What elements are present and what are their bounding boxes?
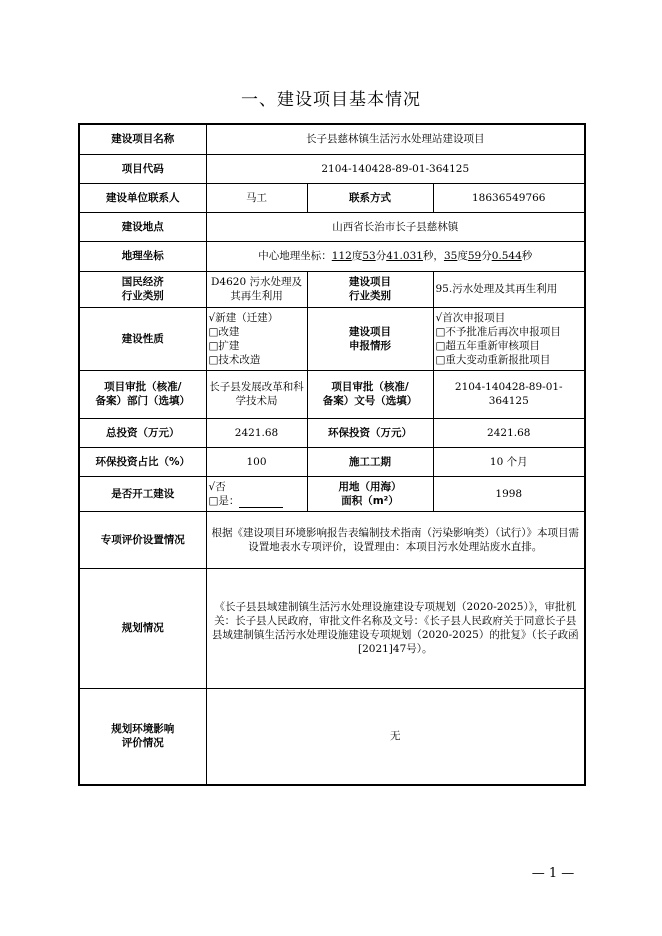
row-planning-env — [79, 688, 585, 785]
value-approval-no: 2104-140428-89-01-364125 — [433, 370, 585, 418]
label-land-area-line2: 面积（m²） — [341, 494, 399, 507]
declare-option-major-change[interactable]: □重大变动重新报批项目 — [435, 353, 551, 366]
min-unit: 分 — [375, 250, 387, 262]
value-approval-dept: 长子县发展改革和科学技术局 — [206, 370, 307, 418]
page-title: 一、建设项目基本情况 — [241, 90, 421, 110]
label-industry-line2: 行业类别 — [121, 290, 164, 302]
label-construction-period: 施工工期 — [307, 447, 433, 476]
nature-option-tech[interactable]: □技术改造 — [208, 353, 261, 366]
value-land-area: 1998 — [433, 476, 585, 511]
row-project-code — [79, 154, 585, 183]
label-project-industry — [307, 271, 433, 307]
label-approval-dept-line1: 项目审批（核准/ — [104, 381, 182, 393]
started-options — [206, 476, 307, 511]
sec-unit-2: 秒 — [521, 250, 533, 262]
row-investment — [79, 418, 585, 447]
label-industry-line1: 国民经济 — [121, 276, 164, 288]
value-industry: D4620 污水处理及其再生利用 — [206, 271, 307, 307]
label-planning: 规划情况 — [79, 568, 206, 688]
lat-min: 59 — [467, 250, 482, 262]
row-contact — [79, 183, 585, 212]
label-project-name: 建设项目名称 — [79, 124, 206, 154]
label-land-area-line1: 用地（用海） — [338, 480, 402, 493]
label-land-area — [307, 476, 433, 511]
label-nature: 建设性质 — [79, 307, 206, 370]
value-project-name: 长子县慈林镇生活污水处理站建设项目 — [206, 124, 585, 154]
row-ratio — [79, 447, 585, 476]
label-coords: 地理坐标 — [79, 241, 206, 271]
value-special: 根据《建设项目环境影响报告表编制技术指南（污染影响类）（试行）》本项目需设置地表水专项评价，设置理由：本项目污水处理站废水直排。 — [206, 511, 585, 568]
label-approval-dept — [79, 370, 206, 418]
label-industry — [79, 271, 206, 307]
label-special: 专项评价设置情况 — [79, 511, 206, 568]
value-env-ratio: 100 — [206, 447, 307, 476]
started-option-yes-label: □是： — [208, 494, 240, 507]
page-number: — 1 — — [531, 866, 575, 881]
row-approval — [79, 370, 585, 418]
nature-option-expand[interactable]: □扩建 — [208, 339, 240, 352]
started-option-no[interactable]: √否 — [208, 480, 226, 493]
lon-deg: 112 — [331, 250, 352, 262]
label-approval-no — [307, 370, 433, 418]
label-declare-line2: 申报情形 — [349, 339, 391, 352]
label-started: 是否开工建设 — [79, 476, 206, 511]
label-project-code: 项目代码 — [79, 154, 206, 183]
label-planning-env-line2: 评价情况 — [121, 737, 164, 750]
value-total-investment: 2421.68 — [206, 418, 307, 447]
row-nature — [79, 307, 585, 370]
label-project-industry-line2: 行业类别 — [349, 290, 391, 302]
value-project-industry: 95.污水处理及其再生利用 — [433, 271, 585, 307]
value-project-code: 2104-140428-89-01-364125 — [206, 154, 585, 183]
nature-options — [206, 307, 307, 370]
value-construction-period: 10 个月 — [433, 447, 585, 476]
value-planning-env: 无 — [206, 688, 585, 785]
started-yes-blank — [239, 497, 283, 508]
project-info-table — [78, 123, 586, 786]
lon-min: 53 — [362, 250, 376, 262]
row-planning — [79, 568, 585, 688]
sec-unit: 秒， — [422, 250, 444, 262]
value-contact: 马工 — [206, 183, 307, 212]
row-location — [79, 212, 585, 241]
label-planning-env-line1: 规划环境影响 — [111, 723, 175, 736]
label-approval-no-line1: 项目审批（核准/ — [331, 381, 409, 393]
value-env-investment: 2421.68 — [433, 418, 585, 447]
deg-unit-2: 度 — [457, 250, 468, 262]
label-location: 建设地点 — [79, 212, 206, 241]
label-phone: 联系方式 — [307, 183, 433, 212]
label-env-investment: 环保投资（万元） — [307, 418, 433, 447]
label-approval-dept-line2: 备案）部门（选填） — [95, 395, 190, 407]
nature-option-rebuild[interactable]: □改建 — [208, 325, 240, 338]
label-approval-no-line2: 备案）文号（选填） — [322, 395, 418, 407]
value-location: 山西省长治市长子县慈林镇 — [206, 212, 585, 241]
label-total-investment: 总投资（万元） — [79, 418, 206, 447]
declare-option-again[interactable]: □不予批准后再次申报项目 — [435, 325, 561, 338]
label-planning-env — [79, 688, 206, 785]
row-started — [79, 476, 585, 511]
value-phone: 18636549766 — [433, 183, 585, 212]
label-declare-line1: 建设项目 — [349, 325, 391, 338]
label-contact: 建设单位联系人 — [79, 183, 206, 212]
declare-option-first[interactable]: √首次申报项目 — [435, 311, 506, 324]
value-planning: 《长子县县域建制镇生活污水处理设施建设专项规划（2020-2025）》，审批机关：长子县人民政府，审批文件名称及文号：《长子县人民政府关于同意长子县县域建制镇生活污水处理设施建设专项规划（2020-2025）的批复》（长子政函[2021]47号）。 — [206, 568, 585, 688]
row-industry — [79, 271, 585, 307]
nature-option-new[interactable]: √新建（迁建） — [208, 311, 279, 324]
declare-option-five-year[interactable]: □超五年重新审核项目 — [435, 339, 540, 352]
row-project-name — [79, 124, 585, 154]
row-special — [79, 511, 585, 568]
min-unit-2: 分 — [481, 250, 492, 262]
deg-unit: 度 — [351, 250, 363, 262]
coords-prefix: 中心地理坐标： — [258, 250, 332, 262]
started-option-yes[interactable] — [209, 494, 305, 508]
lat-deg: 35 — [443, 250, 458, 262]
value-coords — [206, 241, 585, 271]
label-declare — [307, 307, 433, 370]
lon-sec: 41.031 — [386, 250, 423, 262]
lat-sec: 0.544 — [491, 250, 522, 262]
label-project-industry-line1: 建设项目 — [349, 276, 391, 288]
label-env-ratio: 环保投资占比（%） — [79, 447, 206, 476]
row-coords — [79, 241, 585, 271]
declare-options — [433, 307, 585, 370]
